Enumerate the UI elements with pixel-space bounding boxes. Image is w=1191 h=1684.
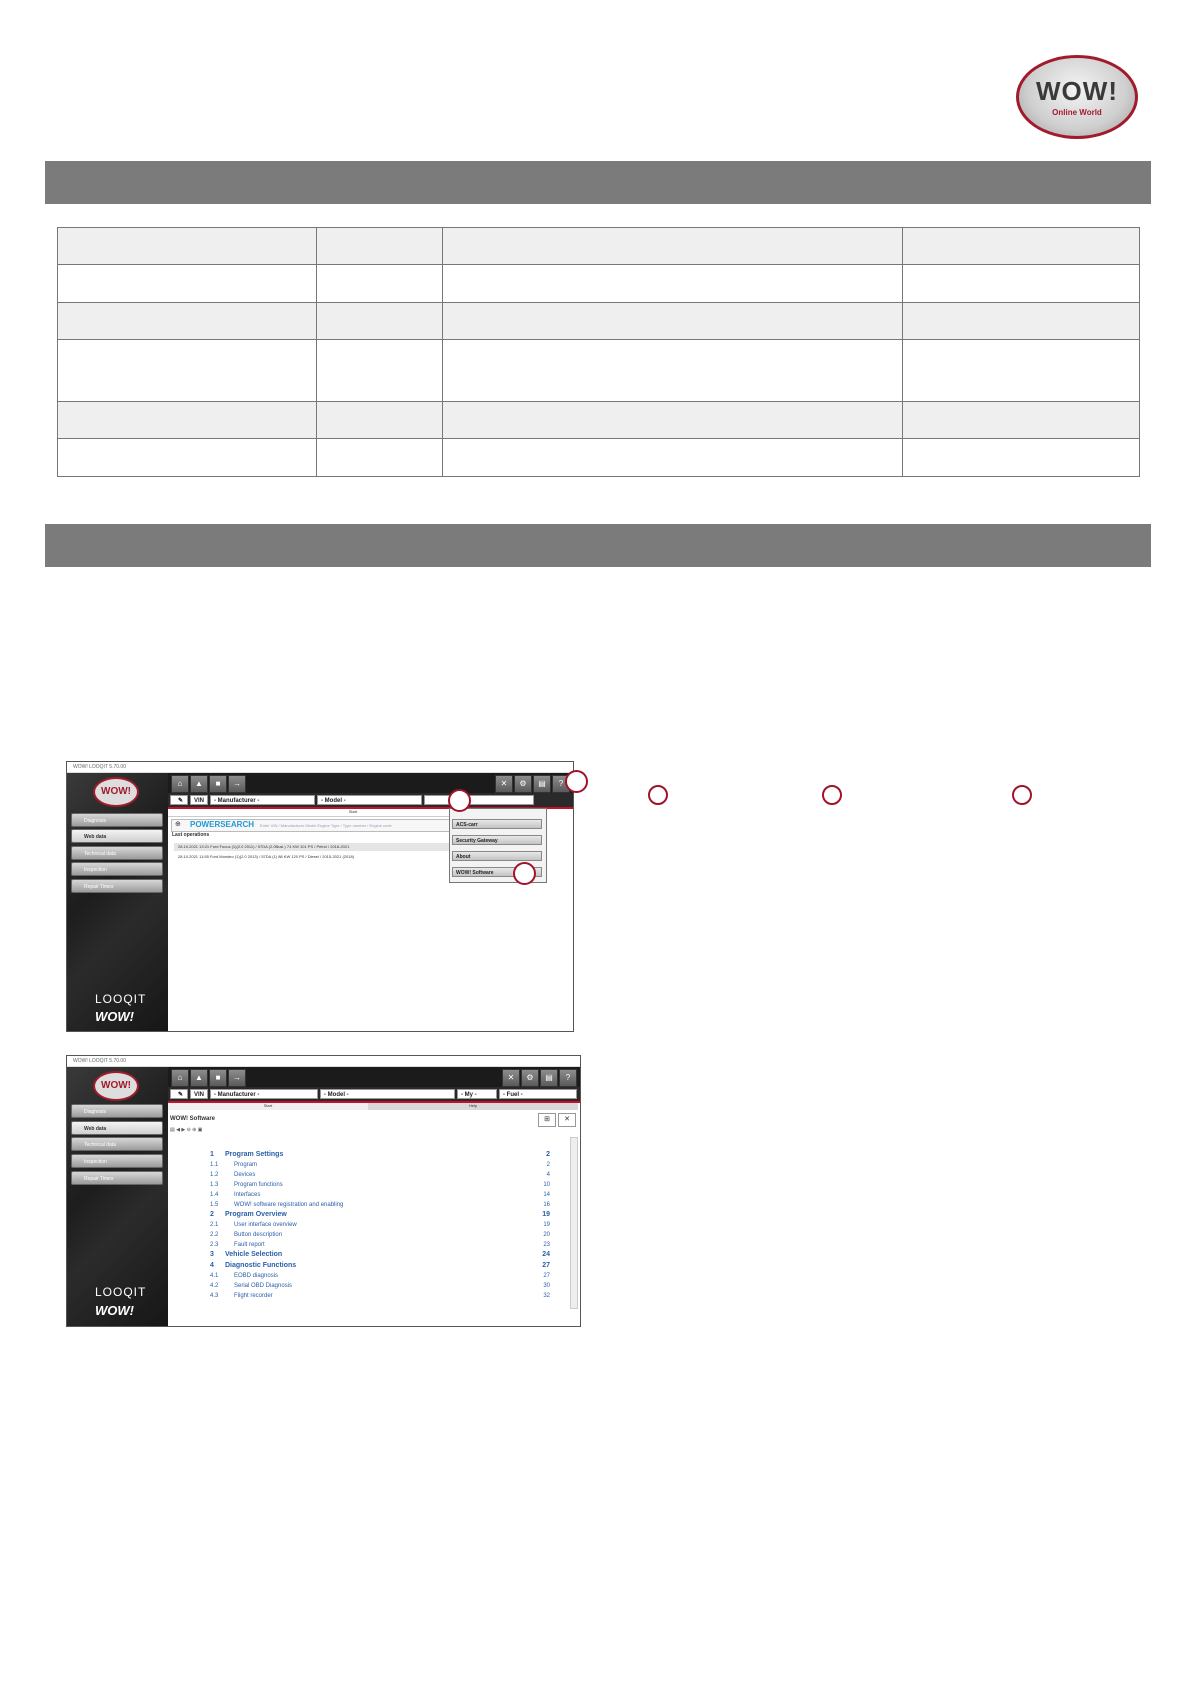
pdf-toolbar: ▤ ◀ ▶ ⊖ ⊕ ▣	[170, 1127, 203, 1133]
home-icon[interactable]: ⌂	[171, 1069, 189, 1087]
table-cell	[58, 402, 317, 439]
toc-entry[interactable]: 1.1 Program 2	[210, 1162, 550, 1168]
help-icon[interactable]: ?	[552, 775, 570, 793]
toc-entry[interactable]: 2 Program Overview 19	[210, 1211, 550, 1218]
table-cell	[903, 402, 1140, 439]
sidebar	[67, 1067, 168, 1326]
sidebar-item-diagnosis[interactable]: Diagnosis	[71, 813, 163, 827]
sidebar-logo: WOW!	[93, 777, 139, 807]
toc-list	[210, 1150, 580, 1315]
callout-marker	[1012, 785, 1032, 805]
last-operations-label: Last operations	[172, 832, 210, 838]
callout-marker	[822, 785, 842, 805]
tab-start[interactable]: Start	[168, 1103, 368, 1110]
sidebar-logo: WOW!	[93, 1071, 139, 1101]
arrow-icon[interactable]: →	[228, 1069, 246, 1087]
toc-entry[interactable]: 4.1 EOBD diagnosis 27	[210, 1273, 550, 1279]
table-cell	[443, 402, 903, 439]
window-titlebar: WOW! LOOQIT 5.70.00	[67, 762, 573, 773]
print-icon[interactable]: ▤	[533, 775, 551, 793]
brand-wow: WOW!	[95, 1009, 134, 1024]
menu-item-wow-software[interactable]: WOW! Software	[452, 867, 542, 877]
model-select[interactable]: - Model -	[320, 1089, 455, 1099]
toc-entry[interactable]: 1.4 Interfaces 14	[210, 1192, 550, 1198]
toc-entry[interactable]: 1 Program Settings 2	[210, 1151, 550, 1158]
section-band-2	[45, 524, 1151, 567]
powersearch-label: POWERSEARCH	[190, 820, 255, 829]
table-row	[58, 303, 1140, 340]
table-cell	[443, 340, 903, 402]
toc-entry[interactable]: 3 Vehicle Selection 24	[210, 1251, 550, 1258]
table-cell	[903, 340, 1140, 402]
brand-looqit: LOOQIT	[95, 992, 147, 1006]
table-cell	[58, 265, 317, 303]
toc-entry[interactable]: 2.1 User interface overview 19	[210, 1222, 550, 1228]
extra-select[interactable]	[424, 795, 534, 805]
cart-icon[interactable]: ⊞	[538, 1113, 556, 1127]
home-icon[interactable]: ⌂	[171, 775, 189, 793]
toc-entry[interactable]: 2.2 Button description 20	[210, 1232, 550, 1238]
callout-marker	[448, 789, 471, 812]
table-cell	[903, 228, 1140, 265]
menu-item-about[interactable]: About	[452, 851, 542, 861]
callout-marker	[513, 862, 536, 885]
info-table	[57, 227, 1140, 477]
sidebar-item-diagnosis[interactable]: Diagnosis	[71, 1104, 163, 1118]
table-cell	[317, 402, 443, 439]
logo-tagline: Online World	[1052, 108, 1102, 117]
manufacturer-select[interactable]: - Manufacturer -	[210, 1089, 318, 1099]
sidebar-item-repair-times[interactable]: Repair Times	[71, 1171, 163, 1185]
table-row	[58, 228, 1140, 265]
table-cell	[317, 303, 443, 340]
table-cell	[903, 303, 1140, 340]
list-item[interactable]: 28.10.2021 11:55 Ford Mondeo (1)(2.0 2013) / 57DA (1) 88 KW 120 PS / Diesel / 2015-2021 (2018)	[178, 854, 355, 859]
table-row	[58, 402, 1140, 439]
settings-icon[interactable]: ⚙	[521, 1069, 539, 1087]
toolbar	[168, 1067, 580, 1087]
toolbar	[168, 773, 573, 793]
table-cell	[317, 439, 443, 477]
sidebar-item-web-data[interactable]: Web data	[71, 829, 163, 843]
print-icon[interactable]: ▤	[540, 1069, 558, 1087]
callout-marker	[565, 770, 588, 793]
fuel-select[interactable]: - Fuel -	[499, 1089, 577, 1099]
window-titlebar: WOW! LOOQIT 5.70.00	[67, 1056, 580, 1067]
table-cell	[903, 265, 1140, 303]
menu-item-security-gateway[interactable]: Security Gateway	[452, 835, 542, 845]
table-cell	[58, 340, 317, 402]
save-icon[interactable]: ■	[209, 775, 227, 793]
help-icon[interactable]: ?	[559, 1069, 577, 1087]
table-cell	[317, 340, 443, 402]
vin-button[interactable]: VIN	[190, 795, 208, 805]
table-cell	[443, 228, 903, 265]
table-cell	[443, 265, 903, 303]
table-row	[58, 340, 1140, 402]
car-icon[interactable]: ▲	[190, 1069, 208, 1087]
toc-entry[interactable]: 1.2 Devices 4	[210, 1172, 550, 1178]
brand-wow: WOW!	[95, 1303, 134, 1318]
car-icon[interactable]: ▲	[190, 775, 208, 793]
toc-entry[interactable]: 4.3 Flight recorder 32	[210, 1293, 550, 1299]
document-title: WOW! Software	[170, 1116, 215, 1122]
search-icon[interactable]: ⊕	[175, 821, 181, 828]
my-select[interactable]: - My -	[457, 1089, 497, 1099]
tab-help[interactable]: Help	[368, 1103, 578, 1110]
sidebar-item-repair-times[interactable]: Repair Times	[71, 879, 163, 893]
callout-marker	[648, 785, 668, 805]
powersearch-hint[interactable]: Enter VIN / Manufacturer Model Engine Type / Type number / Engine code	[260, 823, 392, 828]
screenshot-window-1	[66, 761, 574, 1032]
save-icon[interactable]: ■	[209, 1069, 227, 1087]
toc-entry[interactable]: 4 Diagnostic Functions 27	[210, 1262, 550, 1269]
table-cell	[317, 265, 443, 303]
tab-start[interactable]: Start	[168, 809, 538, 817]
sidebar-item-web-data[interactable]: Web data	[71, 1121, 163, 1135]
edit-icon[interactable]: ✎	[170, 795, 188, 805]
toc-entry[interactable]: 1.3 Program functions 10	[210, 1182, 550, 1188]
brand-looqit: LOOQIT	[95, 1285, 147, 1299]
table-cell	[317, 228, 443, 265]
sidebar-item-technical-data[interactable]: Technical data	[71, 1137, 163, 1151]
table-row	[58, 439, 1140, 477]
settings-icon[interactable]: ⚙	[514, 775, 532, 793]
manufacturer-select[interactable]: - Manufacturer -	[210, 795, 315, 805]
toc-entry[interactable]: 1.5 WOW! software registration and enabling 16	[210, 1202, 550, 1208]
close-icon[interactable]: ✕	[502, 1069, 520, 1087]
sidebar	[67, 773, 168, 1031]
table-cell	[58, 439, 317, 477]
vin-button[interactable]: VIN	[190, 1089, 208, 1099]
scrollbar[interactable]	[570, 1137, 578, 1309]
sidebar-item-inspection[interactable]: Inspection	[71, 1154, 163, 1168]
close-icon[interactable]: ✕	[495, 775, 513, 793]
selection-row	[168, 793, 573, 807]
sidebar-item-inspection[interactable]: Inspection	[71, 862, 163, 876]
logo-brand: WOW!	[1036, 76, 1118, 106]
close-icon[interactable]: ✕	[558, 1113, 576, 1127]
main-content	[168, 1103, 580, 1326]
arrow-icon[interactable]: →	[228, 775, 246, 793]
table-cell	[443, 303, 903, 340]
table-row	[58, 265, 1140, 303]
model-select[interactable]: - Model -	[317, 795, 422, 805]
screenshot-window-2	[66, 1055, 581, 1327]
section-band-1	[45, 161, 1151, 204]
sidebar-item-technical-data[interactable]: Technical data	[71, 846, 163, 860]
table-cell	[58, 228, 317, 265]
table-cell	[58, 303, 317, 340]
selection-row	[168, 1087, 580, 1101]
table-cell	[903, 439, 1140, 477]
toc-entry[interactable]: 2.3 Fault report 23	[210, 1242, 550, 1248]
wow-logo	[1016, 55, 1138, 139]
menu-item-acs-carr[interactable]: ACS-carr	[452, 819, 542, 829]
table-cell	[443, 439, 903, 477]
edit-icon[interactable]: ✎	[170, 1089, 188, 1099]
toc-entry[interactable]: 4.2 Serial OBD Diagnosis 30	[210, 1283, 550, 1289]
list-item[interactable]: 28.10.2021 13:21 Ford Focus (1)(2.0 2011) / 57DA (2.0Busi.) 74 KW 101 PS / Petrol / 2018-2021	[174, 843, 518, 851]
